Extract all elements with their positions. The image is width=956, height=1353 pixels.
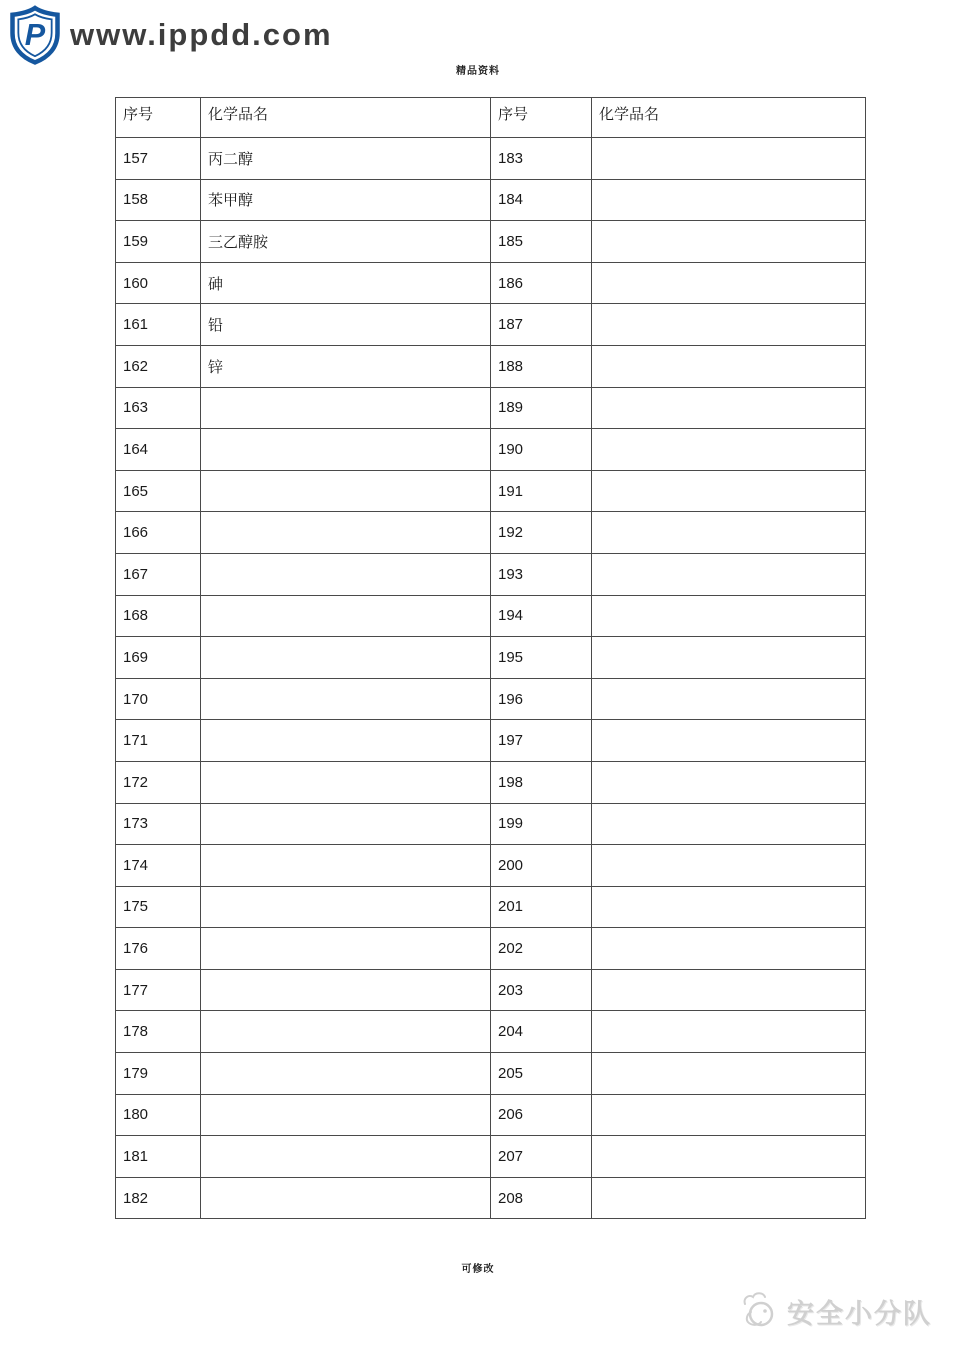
serial-cell: 172 [116,761,201,803]
table-row [116,678,866,720]
watermark [735,1290,932,1332]
chemical-name-cell [592,761,866,803]
chemical-name-cell: 丙二醇 [201,138,491,180]
serial-cell: 205 [491,1053,592,1095]
serial-cell: 195 [491,637,592,679]
chemical-name-cell [592,429,866,471]
serial-cell: 163 [116,387,201,429]
table-row [116,969,866,1011]
serial-cell: 164 [116,429,201,471]
serial-cell: 198 [491,761,592,803]
chemical-name-cell [592,886,866,928]
header-chemical-right: 化学品名 [592,98,866,138]
header-serial-right: 序号 [491,98,592,138]
serial-cell: 182 [116,1177,201,1219]
chemical-name-cell [201,387,491,429]
chemical-name-cell [592,845,866,887]
table-row [116,803,866,845]
logo-letter: P [24,17,46,52]
chemical-name-cell: 砷 [201,262,491,304]
serial-cell: 160 [116,262,201,304]
chemical-name-cell [592,1011,866,1053]
chemical-name-cell [592,678,866,720]
chemical-name-cell [592,1136,866,1178]
chemical-name-cell [592,304,866,346]
chemical-name-cell [592,470,866,512]
chemical-name-cell [592,928,866,970]
serial-cell: 208 [491,1177,592,1219]
site-branding [8,5,333,65]
chemical-name-cell [592,1053,866,1095]
chemical-name-cell [201,637,491,679]
serial-cell: 167 [116,553,201,595]
serial-cell: 201 [491,886,592,928]
serial-cell: 177 [116,969,201,1011]
table-row [116,470,866,512]
chemical-name-cell [592,720,866,762]
serial-cell: 200 [491,845,592,887]
chemical-name-cell: 三乙醇胺 [201,221,491,263]
chemicals-table [115,97,866,1219]
serial-cell: 183 [491,138,592,180]
serial-cell: 207 [491,1136,592,1178]
serial-cell: 159 [116,221,201,263]
chemical-name-cell [201,928,491,970]
table-row [116,845,866,887]
table-row [116,637,866,679]
serial-cell: 184 [491,179,592,221]
chemical-name-cell [201,1094,491,1136]
serial-cell: 166 [116,512,201,554]
table-row [116,262,866,304]
chemical-name-cell [201,720,491,762]
serial-cell: 178 [116,1011,201,1053]
chemical-name-cell [592,262,866,304]
chemical-name-cell [592,803,866,845]
serial-cell: 185 [491,221,592,263]
serial-cell: 191 [491,470,592,512]
chemical-name-cell: 锌 [201,345,491,387]
table-row [116,1136,866,1178]
header-chemical-left: 化学品名 [201,98,491,138]
serial-cell: 181 [116,1136,201,1178]
serial-cell: 179 [116,1053,201,1095]
table-row [116,345,866,387]
chemical-name-cell [592,637,866,679]
serial-cell: 173 [116,803,201,845]
table-row [116,928,866,970]
serial-cell: 162 [116,345,201,387]
serial-cell: 170 [116,678,201,720]
serial-cell: 194 [491,595,592,637]
serial-cell: 161 [116,304,201,346]
shield-logo-icon [8,5,62,65]
chemical-name-cell [592,387,866,429]
chemical-name-cell [201,1136,491,1178]
serial-cell: 168 [116,595,201,637]
chemical-name-cell [201,512,491,554]
table-row [116,221,866,263]
table-row [116,761,866,803]
serial-cell: 196 [491,678,592,720]
chemical-name-cell [201,678,491,720]
mascot-icon [735,1290,783,1332]
serial-cell: 186 [491,262,592,304]
chemical-name-cell [592,1094,866,1136]
serial-cell: 158 [116,179,201,221]
chemical-name-cell [201,1053,491,1095]
chemical-name-cell [592,969,866,1011]
serial-cell: 174 [116,845,201,887]
serial-cell: 157 [116,138,201,180]
table-row [116,429,866,471]
chemical-name-cell [201,1011,491,1053]
chemical-name-cell: 苯甲醇 [201,179,491,221]
table-header [116,98,866,138]
top-note: 精品资料 [456,66,500,77]
table-row [116,886,866,928]
serial-cell: 206 [491,1094,592,1136]
serial-cell: 199 [491,803,592,845]
serial-cell: 188 [491,345,592,387]
table-row [116,1053,866,1095]
table-row [116,179,866,221]
chemical-name-cell: 铅 [201,304,491,346]
table-body [116,138,866,1219]
table-row [116,1094,866,1136]
chemical-name-cell [592,221,866,263]
serial-cell: 204 [491,1011,592,1053]
serial-cell: 189 [491,387,592,429]
chemical-name-cell [592,179,866,221]
serial-cell: 192 [491,512,592,554]
table-row [116,1011,866,1053]
table-row [116,595,866,637]
bottom-note: 可修改 [461,1264,495,1275]
chemical-name-cell [201,429,491,471]
chemical-name-cell [201,761,491,803]
table-row [116,138,866,180]
chemical-name-cell [201,969,491,1011]
table-row [116,553,866,595]
serial-cell: 190 [491,429,592,471]
watermark-label: 安全小分队 [787,1298,932,1329]
chemical-name-cell [592,553,866,595]
serial-cell: 203 [491,969,592,1011]
chemical-name-cell [592,345,866,387]
header-row [116,98,866,138]
table-row [116,1177,866,1219]
serial-cell: 202 [491,928,592,970]
table-row [116,304,866,346]
serial-cell: 193 [491,553,592,595]
chemical-name-cell [592,595,866,637]
chemical-name-cell [592,512,866,554]
header-serial-left: 序号 [116,98,201,138]
chemical-name-cell [201,886,491,928]
site-url-text: www.ippdd.com [70,17,333,52]
chemical-name-cell [201,1177,491,1219]
chemical-name-cell [201,803,491,845]
chemical-name-cell [592,138,866,180]
serial-cell: 169 [116,637,201,679]
chemical-name-cell [592,1177,866,1219]
chemical-name-cell [201,845,491,887]
serial-cell: 197 [491,720,592,762]
table-row [116,720,866,762]
serial-cell: 176 [116,928,201,970]
chemical-name-cell [201,470,491,512]
chemical-name-cell [201,595,491,637]
chemical-name-cell [201,553,491,595]
serial-cell: 175 [116,886,201,928]
serial-cell: 187 [491,304,592,346]
serial-cell: 171 [116,720,201,762]
table-row [116,512,866,554]
table-row [116,387,866,429]
serial-cell: 180 [116,1094,201,1136]
serial-cell: 165 [116,470,201,512]
